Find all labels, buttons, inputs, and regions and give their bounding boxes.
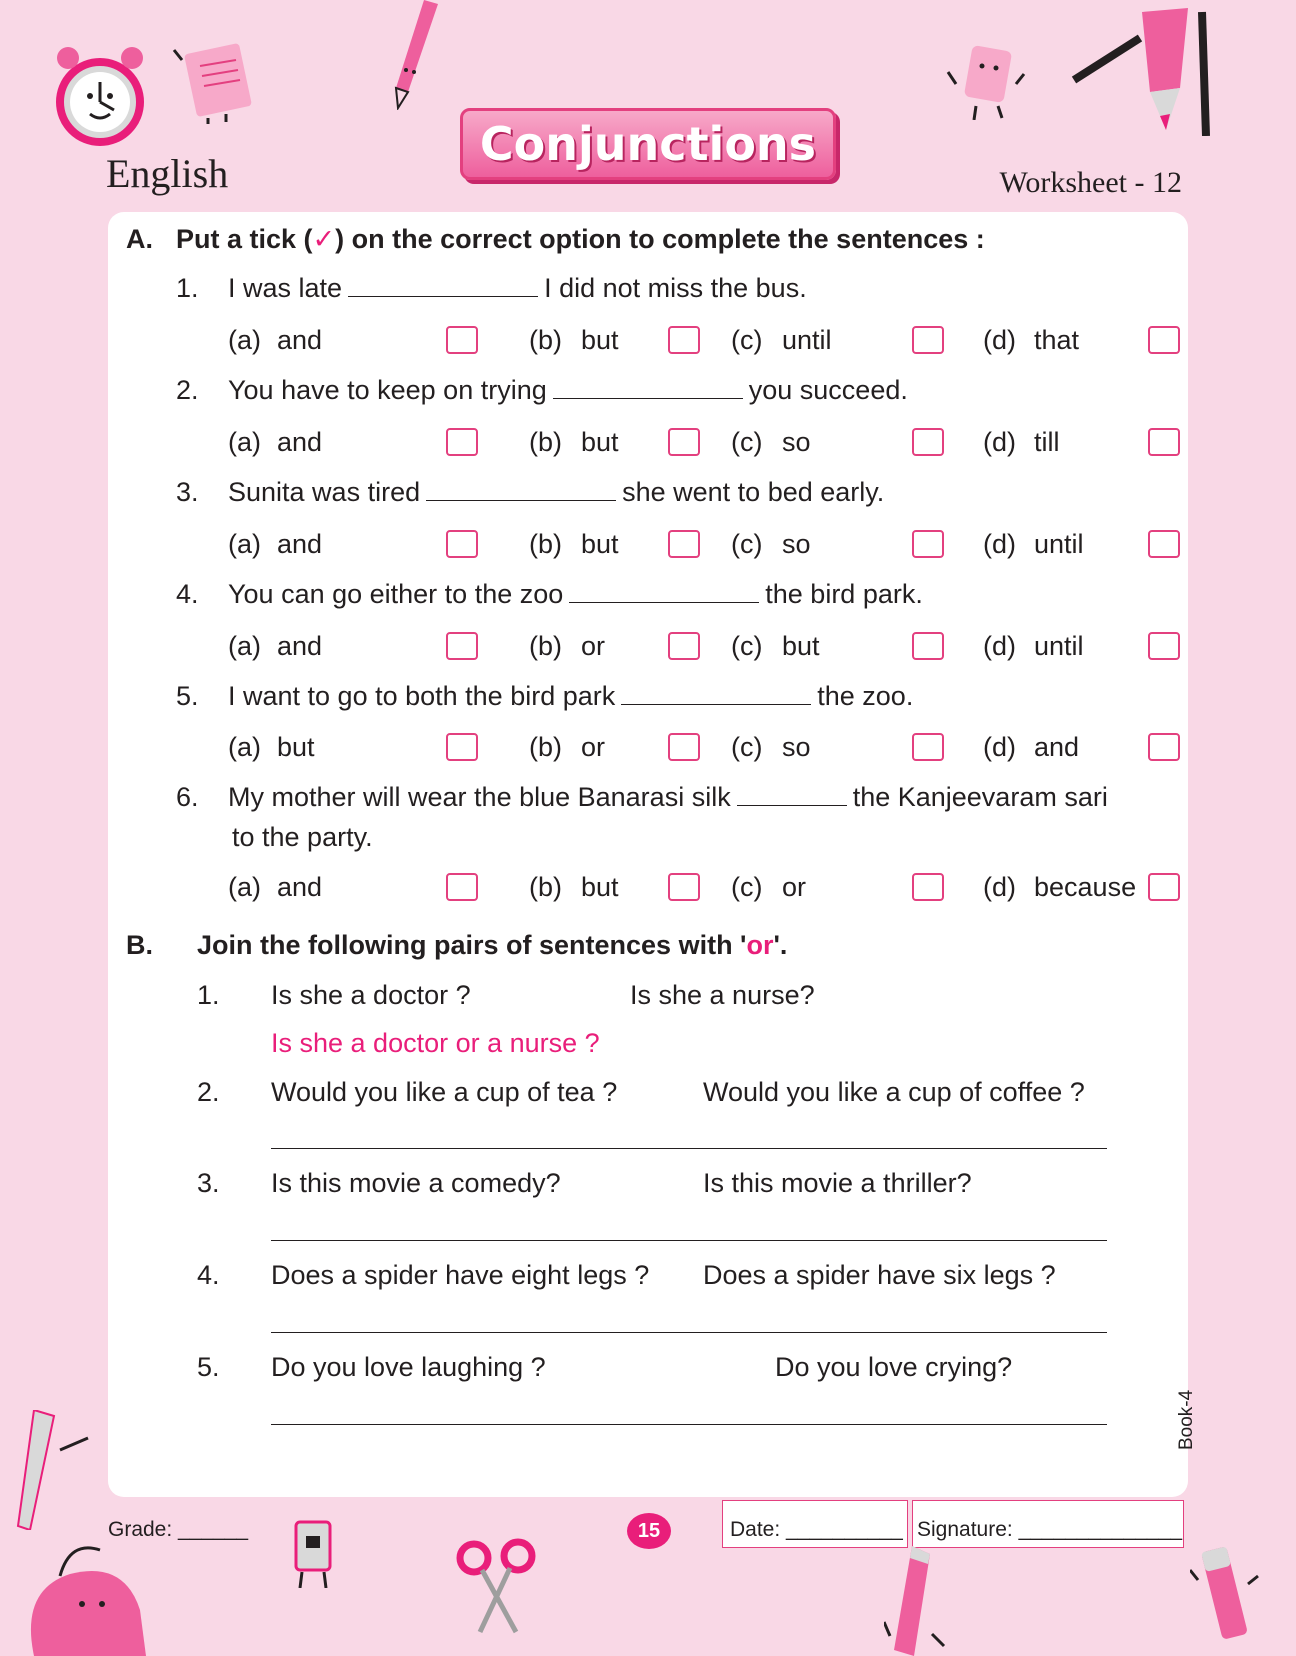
option-word: so (782, 732, 811, 762)
ruler-character-icon (10, 1410, 90, 1530)
option-word: but (581, 427, 619, 457)
tick-box[interactable] (446, 873, 478, 901)
tick-box[interactable] (1148, 733, 1180, 761)
option-label: (d) (983, 872, 1016, 902)
sentence-end: the bird park. (765, 579, 923, 609)
option-word: or (581, 631, 606, 661)
answer-line[interactable] (271, 1240, 1107, 1241)
bag-character-icon (20, 1520, 150, 1656)
tick-box[interactable] (912, 873, 944, 901)
tick-box[interactable] (1148, 428, 1180, 456)
answer-blank[interactable] (553, 377, 743, 399)
option-word: and (1034, 732, 1080, 762)
book-tag: Book-4 (1176, 1389, 1197, 1450)
question-sentence (228, 579, 923, 610)
option-label: (c) (731, 529, 763, 559)
option-word: until (1034, 529, 1084, 559)
tick-box[interactable] (1148, 873, 1180, 901)
pair-first-sentence: Would you like a cup of tea ? (271, 1077, 618, 1107)
signature-field[interactable]: Signature: ______________ (917, 1518, 1183, 1541)
pair-number: 5. (197, 1352, 220, 1382)
option-word: till (1034, 427, 1060, 457)
option-word: that (1034, 325, 1080, 355)
option-word: until (1034, 631, 1084, 661)
tick-box[interactable] (1148, 326, 1180, 354)
option-label: (d) (983, 732, 1016, 762)
option-label: (a) (228, 529, 261, 559)
pair-first-sentence: Is this movie a comedy? (271, 1168, 561, 1198)
tick-box[interactable] (668, 326, 700, 354)
option-word: but (277, 732, 315, 762)
option-word: but (581, 325, 619, 355)
sentence-start: You have to keep on trying (228, 375, 547, 405)
pair-number: 4. (197, 1260, 220, 1290)
question-number: 6. (176, 782, 199, 812)
sentence-start: Sunita was tired (228, 477, 421, 507)
answer-line[interactable] (271, 1424, 1107, 1425)
option-label: (c) (731, 872, 763, 902)
tick-box[interactable] (446, 733, 478, 761)
pair-first-sentence: Is she a doctor ? (271, 980, 471, 1010)
tick-box[interactable] (668, 428, 700, 456)
option-label: (c) (731, 427, 763, 457)
answer-line[interactable] (271, 1148, 1107, 1149)
big-pencil-character-icon (1070, 8, 1210, 136)
option-word: so (782, 427, 811, 457)
tick-box[interactable] (1148, 530, 1180, 558)
option-word: and (277, 325, 323, 355)
grade-field[interactable]: Grade: ______ (108, 1518, 249, 1541)
option-label: (b) (529, 732, 562, 762)
answer-blank[interactable] (569, 581, 759, 603)
answer-blank[interactable] (621, 683, 811, 705)
worksheet-number: Worksheet - 12 (999, 166, 1182, 199)
question-sentence (228, 681, 913, 712)
section-a-letter: A. (126, 224, 153, 254)
option-label: (b) (529, 872, 562, 902)
option-label: (b) (529, 325, 562, 355)
option-label: (d) (983, 427, 1016, 457)
pair-second-sentence: Do you love crying? (775, 1352, 1013, 1382)
pair-number: 1. (197, 980, 220, 1010)
question-sentence (228, 782, 1108, 813)
sharpener-character-icon (284, 1518, 344, 1588)
option-label: (d) (983, 631, 1016, 661)
question-sentence (228, 477, 884, 508)
date-box[interactable] (722, 1500, 908, 1548)
option-word: and (277, 631, 323, 661)
option-word: and (277, 872, 323, 902)
tick-box[interactable] (912, 326, 944, 354)
tick-box[interactable] (912, 530, 944, 558)
sentence-end: I did not miss the bus. (544, 273, 807, 303)
option-label: (a) (228, 325, 261, 355)
answer-line[interactable] (271, 1332, 1107, 1333)
keyword-or: or (746, 930, 774, 960)
pair-second-sentence: Is she a nurse? (630, 980, 815, 1010)
tick-box[interactable] (668, 733, 700, 761)
option-label: (b) (529, 529, 562, 559)
option-label: (c) (731, 325, 763, 355)
option-label: (c) (731, 631, 763, 661)
pair-second-sentence: Would you like a cup of coffee ? (703, 1077, 1085, 1107)
sentence-start: I want to go to both the bird park (228, 681, 616, 711)
tick-box[interactable] (668, 873, 700, 901)
pair-second-sentence: Does a spider have six legs ? (703, 1260, 1056, 1290)
sentence-start: My mother will wear the blue Banarasi silk (228, 782, 731, 812)
pencil-character-icon (384, 0, 444, 110)
question-sentence (228, 273, 807, 304)
subject-label: English (106, 151, 229, 196)
question-number: 5. (176, 681, 199, 711)
notepad-character-icon (172, 40, 264, 124)
page-number: 15 (627, 1513, 671, 1549)
option-label: (a) (228, 427, 261, 457)
tick-box[interactable] (912, 733, 944, 761)
sentence-end: the zoo. (817, 681, 914, 711)
option-label: (a) (228, 631, 261, 661)
eraser-character-icon (946, 44, 1026, 120)
option-word: but (581, 872, 619, 902)
option-label: (d) (983, 529, 1016, 559)
option-word: so (782, 529, 811, 559)
title-banner (460, 108, 836, 180)
option-label: (b) (529, 427, 562, 457)
option-word: and (277, 529, 323, 559)
option-label: (a) (228, 872, 261, 902)
scissors-icon (454, 1538, 538, 1634)
example-answer: Is she a doctor or a nurse ? (271, 1028, 600, 1058)
tick-box[interactable] (668, 632, 700, 660)
tick-box[interactable] (446, 632, 478, 660)
option-word: and (277, 427, 323, 457)
signature-box[interactable] (912, 1500, 1184, 1548)
question-sentence (228, 375, 908, 406)
question-number: 1. (176, 273, 199, 303)
question-number: 2. (176, 375, 199, 405)
pair-number: 2. (197, 1077, 220, 1107)
sentence-start: You can go either to the zoo (228, 579, 564, 609)
section-b-instruction: Join the following pairs of sentences with 'or'. (197, 930, 788, 960)
answer-blank[interactable] (348, 275, 538, 297)
pair-number: 3. (197, 1168, 220, 1198)
sentence-end: she went to bed early. (622, 477, 885, 507)
tick-box[interactable] (1148, 632, 1180, 660)
crayon-character-icon (884, 1546, 954, 1656)
pair-first-sentence: Does a spider have eight legs ? (271, 1260, 650, 1290)
pair-second-sentence: Is this movie a thriller? (703, 1168, 972, 1198)
sentence-end: the Kanjeevaram sari (852, 782, 1108, 812)
question-number: 3. (176, 477, 199, 507)
tick-box[interactable] (446, 428, 478, 456)
sentence-continuation: to the party. (232, 822, 373, 852)
tick-box[interactable] (446, 530, 478, 558)
answer-blank[interactable] (737, 784, 847, 806)
alarm-clock-icon (52, 44, 148, 154)
date-field[interactable]: Date: __________ (730, 1518, 903, 1541)
option-word: or (581, 732, 606, 762)
option-label: (b) (529, 631, 562, 661)
marker-character-icon (1190, 1540, 1260, 1656)
option-label: (d) (983, 325, 1016, 355)
question-number: 4. (176, 579, 199, 609)
section-a-instruction: Put a tick (✓) on the correct option to complete the sentences : (176, 224, 985, 254)
page-title: Conjunctions (479, 117, 817, 171)
sentence-start: I was late (228, 273, 343, 303)
option-label: (c) (731, 732, 763, 762)
sentence-end: you succeed. (748, 375, 908, 405)
tick-box[interactable] (446, 326, 478, 354)
option-word: but (782, 631, 820, 661)
option-word: or (782, 872, 807, 902)
tick-icon: ✓ (312, 224, 336, 254)
option-word: until (782, 325, 832, 355)
option-label: (a) (228, 732, 261, 762)
pair-first-sentence: Do you love laughing ? (271, 1352, 546, 1382)
tick-box[interactable] (912, 428, 944, 456)
option-word: but (581, 529, 619, 559)
answer-blank[interactable] (426, 479, 616, 501)
tick-box[interactable] (668, 530, 700, 558)
section-b-letter: B. (126, 930, 153, 960)
tick-box[interactable] (912, 632, 944, 660)
option-word: because (1034, 872, 1137, 902)
